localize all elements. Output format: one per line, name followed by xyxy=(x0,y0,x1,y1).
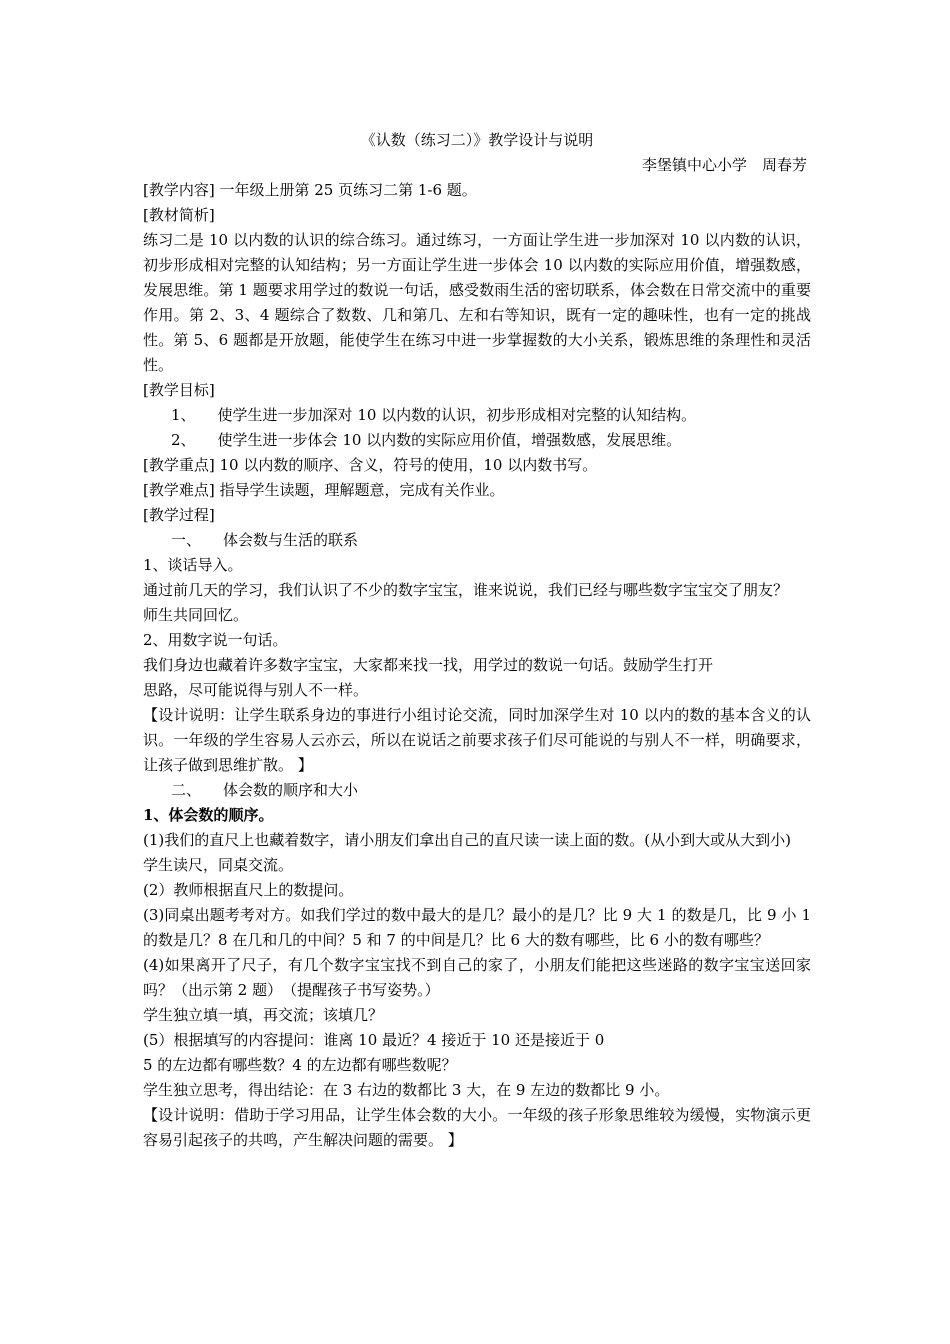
difficulties xyxy=(143,478,811,503)
section2-q4-follow: 学生独立填一填，再交流；该填几？ xyxy=(143,1006,384,1024)
difficulties-label: [教学难点] xyxy=(143,481,215,499)
section2-q2: (2）教师根据直尺上的数提问。 xyxy=(143,881,354,899)
section2-q1-follow: 学生读尺，同桌交流。 xyxy=(143,856,294,874)
analysis-text: 练习二是 10 以内数的认识的综合练习。通过练习，一方面让学生进一步加深对 10 以内数的认识，初步形成相对完整的认知结构；另一方面让学生进一步体会 10 以内数的实际应用价值，增强数感，发展思维。第 1 题要求用学过的数说一句话，感受数雨生活的密切联系，体会数在日常交流中的重要作用。第 2、3、4 题综合了数数、几和第几、左和右等知识，既有一定的趣味性，也有一定的挑战性。第 5、6 题都是开放题，能使学生在练习中进一步掌握数的大小关系，锻炼思维的条理性和灵活性。 xyxy=(143,231,811,374)
section2-q5-follow: 学生独立思考，得出结论：在 3 右边的数都比 3 大，在 9 左边的数都比 9 小。 xyxy=(143,1081,670,1099)
section2-q5-line1: (5）根据填写的内容提问：谁离 10 最近？4 接近于 10 还是接近于 0 xyxy=(143,1031,605,1049)
section2-q5-line2: 5 的左边都有哪些数？4 的左边都有哪些数呢？ xyxy=(143,1056,457,1074)
section2-num: 二、 xyxy=(171,781,202,799)
goal-item-1-text: 使学生进一步加深对 10 以内数的认识，初步形成相对完整的认知结构。 xyxy=(217,406,697,424)
section1-title: 体会数与生活的联系 xyxy=(223,531,359,549)
doc-author: 李堡镇中心小学 周春芳 xyxy=(641,156,807,174)
goal-item-2 xyxy=(143,428,811,453)
section1-step2-line2: 思路，尽可能说得与别人不一样。 xyxy=(143,681,369,699)
goals-label: [教学目标] xyxy=(143,381,215,399)
teaching-content-label: [教学内容] xyxy=(143,181,215,199)
teaching-content-text: 一年级上册第 25 页练习二第 1-6 题。 xyxy=(214,181,477,199)
section1-num: 一、 xyxy=(171,531,202,549)
difficulties-text: 指导学生读题，理解题意，完成有关作业。 xyxy=(214,481,505,499)
section2-q3: (3)同桌出题考考对方。如我们学过的数中最大的是几？最小的是几？比 9 大 1 的数是几，比 9 小 1 的数是几？8 在几和几的中间？5 和 7 的中间是几？比 6 大的数有哪些，比 6 小的数有哪些？ xyxy=(143,906,811,949)
section2-design-note: 【设计说明：借助于学习用品，让学生体会数的大小。一年级的孩子形象思维较为缓慢，实物演示更容易引起孩子的共鸣，产生解决问题的需要。 】 xyxy=(143,1106,811,1149)
goal-item-1-num: 1、 xyxy=(171,406,196,424)
teaching-content xyxy=(143,178,811,203)
section1-step1-recall: 师生共同回忆。 xyxy=(143,606,249,624)
section1-step2: 2、用数字说一句话。 xyxy=(143,631,288,649)
section2-q1: (1)我们的直尺上也藏着数字，请小朋友们拿出自己的直尺读一读上面的数。(从小到大或从大到小) xyxy=(143,831,791,849)
section2-step1: 1、体会数的顺序。 xyxy=(143,806,274,824)
goal-item-1 xyxy=(143,403,811,428)
keypoints xyxy=(143,453,811,478)
goal-item-2-text: 使学生进一步体会 10 以内数的实际应用价值，增强数感，发展思维。 xyxy=(217,431,682,449)
doc-title: 《认数（练习二）》教学设计与说明 xyxy=(360,131,594,149)
section1-step2-line1: 我们身边也藏着许多数字宝宝，大家都来找一找，用学过的数说一句话。鼓励学生打开 xyxy=(143,656,714,674)
goal-item-2-num: 2、 xyxy=(171,431,196,449)
section1-step1-text: 通过前几天的学习，我们认识了不少的数字宝宝，谁来说说，我们已经与哪些数字宝宝交了朋友？ xyxy=(143,581,789,599)
document-page xyxy=(143,128,811,1153)
keypoints-label: [教学重点] xyxy=(143,456,215,474)
analysis-label: [教材简析] xyxy=(143,206,215,224)
keypoints-text: 10 以内数的顺序、含义，符号的使用，10 以内数书写。 xyxy=(214,456,598,474)
section2-q4: (4)如果离开了尺子，有几个数字宝宝找不到自己的家了，小朋友们能把这些迷路的数字宝宝送回家吗？（出示第 2 题） （提醒孩子书写姿势。） xyxy=(143,956,811,999)
process-label: [教学过程] xyxy=(143,506,215,524)
section2-heading xyxy=(143,778,811,803)
section1-heading xyxy=(143,528,811,553)
section1-step1: 1、谈话导入。 xyxy=(143,556,243,574)
section2-title: 体会数的顺序和大小 xyxy=(223,781,359,799)
section1-design-note: 【设计说明：让学生联系身边的事进行小组讨论交流，同时加深学生对 10 以内的数的基本含义的认识。一年级的学生容易人云亦云，所以在说话之前要求孩子们尽可能说的与别人不一样，明确要求，让孩子做到思维扩散。 】 xyxy=(143,706,811,774)
